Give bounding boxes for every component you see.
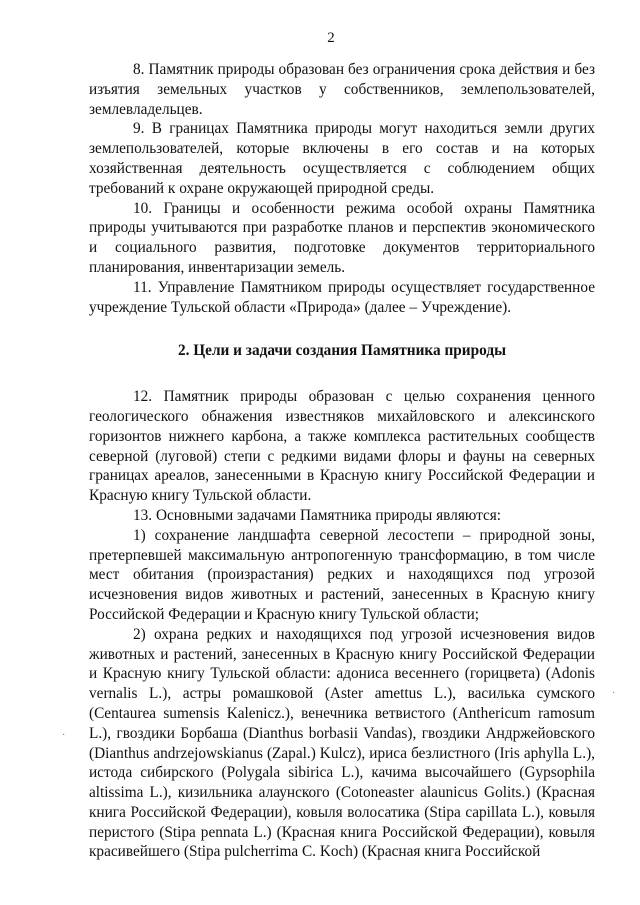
document-body [89,60,595,862]
page-number: 2 [327,30,335,46]
paragraph-8: 8. Памятник природы образован без ограничения срока действия и без изъятия земельных участков у собственников, землепользователей, землевладельцев. [89,61,595,118]
list-item-2: 2) охрана редких и находящихся под угрозой исчезновения видов животных и растений, занесенных в Красную книгу Российской Федерации и Красную книгу Тульской области: адониса весеннего (горицвета) (Adonis vernalis L.), астры ромашковой (Aster amettus L.), василька сумского (Centaurea sumensis Kalenicz.), венечника ветвистого (Anthericum ramosum L.), гвоздики Борбаша (Dianthus borbasii Vandas), гвоздики Андржейовского (Dianthus andrzejowskianus (Zapal.) Kulcz), ириса безлистного (Iris aphylla L.), истода сибирского (Polygala sibirica L.), качима высочайшего (Gypsophila altissima L.), кизильника алаунского (Cotoneaster alaunicus Golits.) (Красная книга Российской Федерации), ковыля волосатика (Stipa capillata L.), ковыля перистого (Stipa pennata L.) (Красная книга Российской Федерации), ковыля красивейшего (Stipa pulcherrima C. Koch) (Красная книга Российской [89,625,595,861]
scan-mark: · [62,730,66,741]
paragraph-11: 11. Управление Памятником природы осуществляет государственное учреждение Тульской области «Природа» (далее – Учреждение). [89,278,595,316]
list-item-1: 1) сохранение ландшафта северной лесостепи – природной зоны, претерпевшей максимальную антропогенную трансформацию, в том числе мест обитания (произрастания) редких и находящихся под угрозой исчезновения видов животных и растений, занесенных в Красную книгу Российской Федерации и Красную книгу Тульской области; [89,526,595,623]
paragraph-12: 12. Памятник природы образован с целью сохранения ценного геологического обнажения известняков михайловского и алексинского горизонтов нижнего карбона, а также комплекса растительных сообществ северной (луговой) степи с редкими видами флоры и фауны на северных границах ареалов, занесенными в Красную книгу Российской Федерации и Красную книгу Тульской области. [89,388,595,505]
scan-mark: · [612,688,616,699]
paragraph-9: 9. В границах Памятника природы могут находиться земли других землепользователей, которые включены в его состав и на которых хозяйственная деятельность осуществляется с соблюдением общих требований к охране окружающей природной среды. [89,120,595,197]
section-heading: 2. Цели и задачи создания Памятника природы [177,342,507,360]
paragraph-13: 13. Основными задачами Памятника природы являются: [133,506,502,524]
paragraph-10: 10. Границы и особенности режима особой охраны Памятника природы учитываются при разработке планов и перспектив экономического и социального развития, подготовке документов территориального планирования, инвентаризации земель. [89,199,595,276]
